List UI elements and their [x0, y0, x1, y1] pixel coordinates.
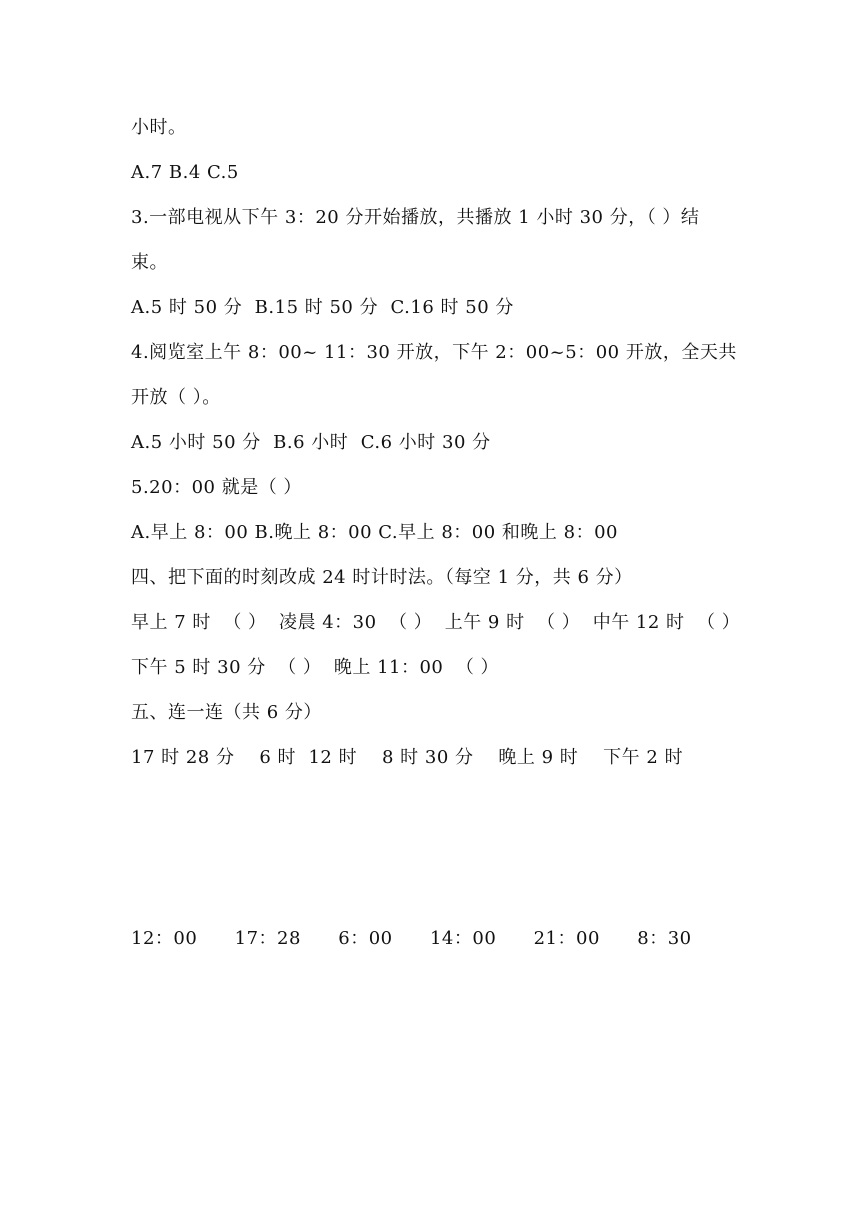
- section-five-heading: 五、连一连（共 6 分）: [131, 702, 322, 723]
- q3-question: 3.一部电视从下午 3：20 分开始播放，共播放 1 小时 30 分，（ ）结: [131, 207, 700, 228]
- section-four-row-2: 下午 5 时 30 分 （ ） 晚上 11：00 （ ）: [131, 657, 500, 678]
- q4-question: 4.阅览室上午 8：00~ 11：30 开放，下午 2：00~5：00 开放，全天共: [131, 342, 737, 363]
- q4-question-end: 开放（ ）。: [131, 387, 221, 408]
- q2-options: A.7 B.4 C.5: [131, 162, 239, 183]
- matching-top-row: 17 时 28 分 6 时 12 时 8 时 30 分 晚上 9 时 下午 2 时: [131, 747, 684, 768]
- q5-options: A.早上 8：00 B.晚上 8：00 C.早上 8：00 和晚上 8：00: [131, 522, 618, 543]
- text-line-hours-end: 小时。: [131, 117, 187, 138]
- q4-options: A.5 小时 50 分 B.6 小时 C.6 小时 30 分: [131, 432, 491, 453]
- matching-bottom-row: 12：00 17：28 6：00 14：00 21：00 8：30: [131, 928, 692, 949]
- section-four-heading: 四、把下面的时刻改成 24 时计时法。（每空 1 分，共 6 分）: [131, 567, 633, 588]
- q5-question: 5.20：00 就是（ ）: [131, 477, 302, 498]
- section-four-row-1: 早上 7 时 （ ） 凌晨 4：30 （ ） 上午 9 时 （ ） 中午 12 时 （ ）: [131, 612, 741, 633]
- q3-question-end: 束。: [131, 252, 168, 273]
- q3-options: A.5 时 50 分 B.15 时 50 分 C.16 时 50 分: [131, 297, 514, 318]
